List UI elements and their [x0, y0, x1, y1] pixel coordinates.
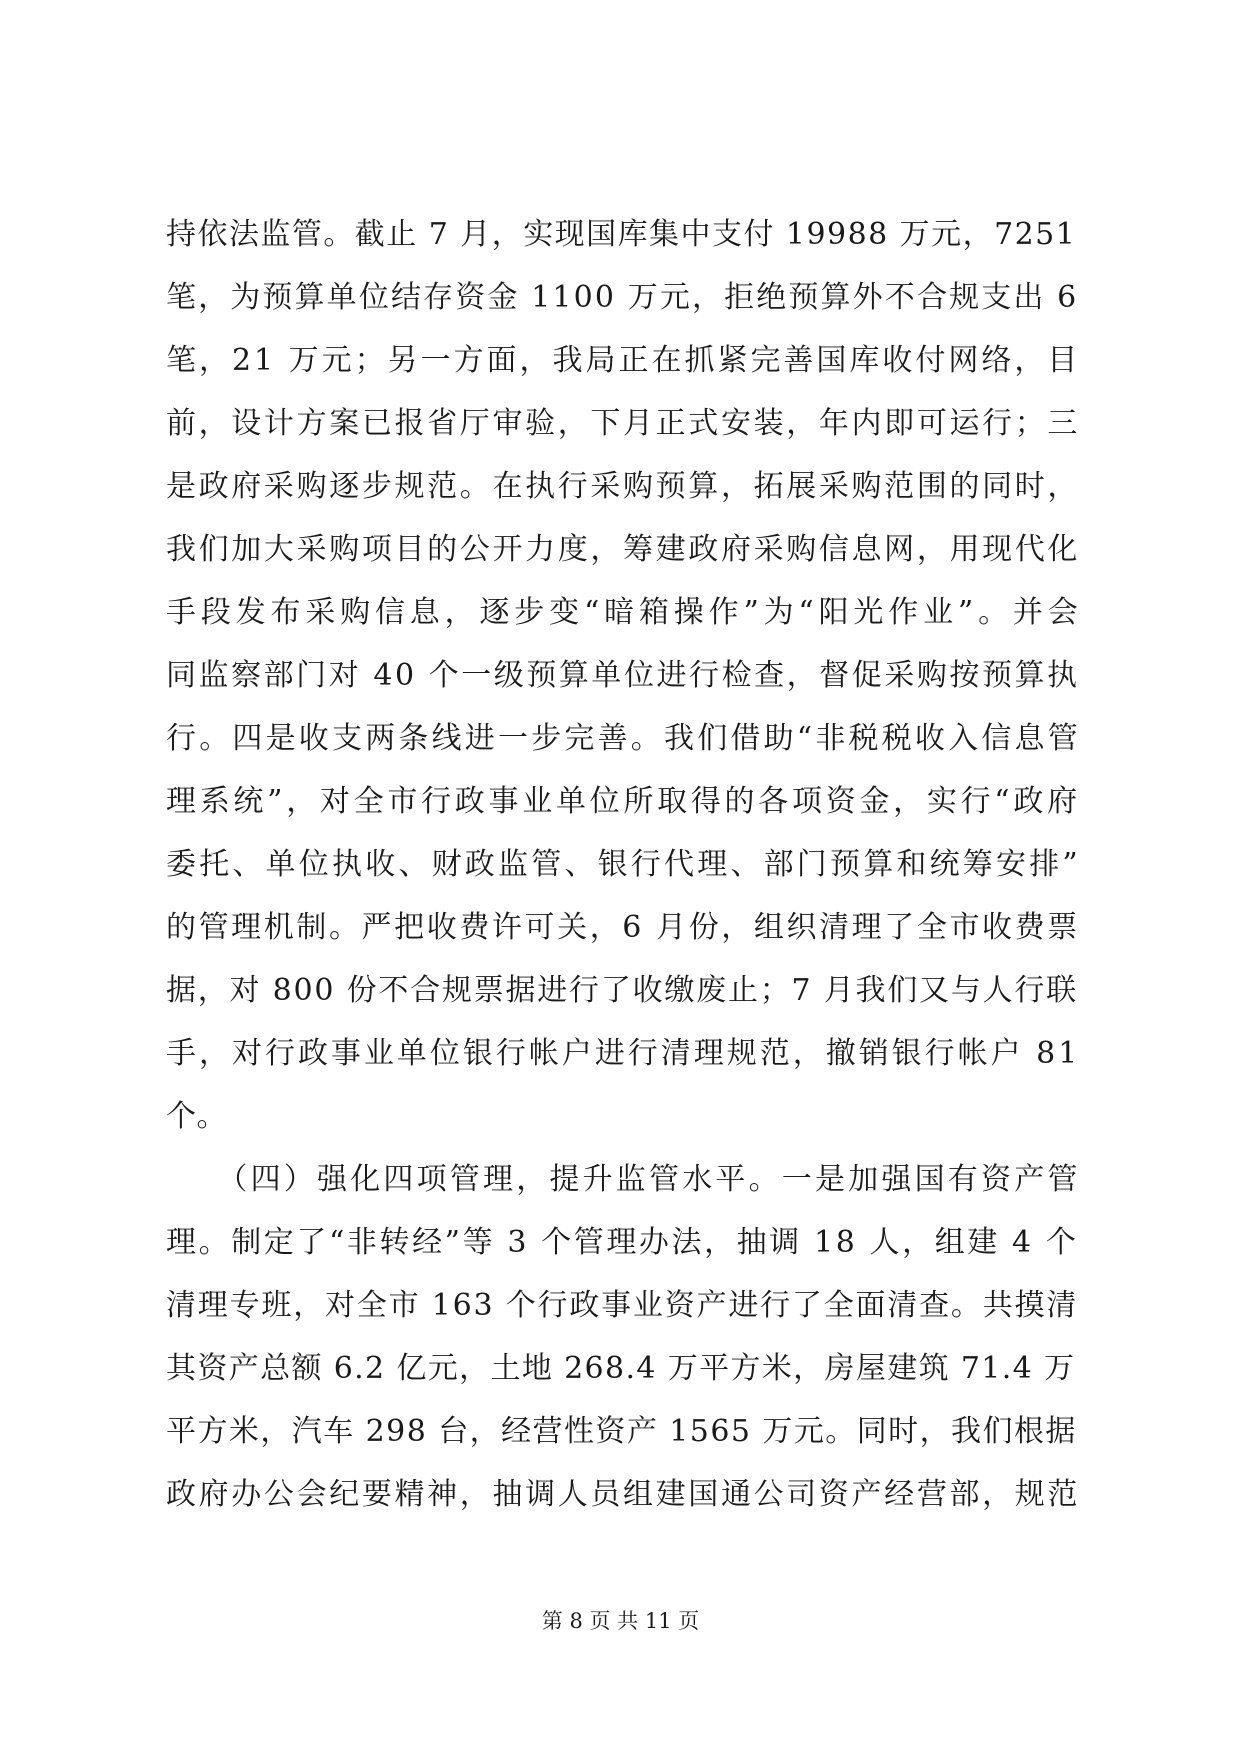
text-line: [166, 1274, 1086, 1337]
text-line: [166, 833, 1086, 896]
text-line-content: 其资产总额 6.2 亿元，土地 268.4 万平方米，房屋建筑 71.4 万: [166, 1351, 1076, 1386]
text-line-content: 平方米，汽车 298 台，经营性资产 1565 万元。同时，我们根据: [166, 1414, 1077, 1449]
text-line-content: 我们加大采购项目的公开力度，筹建政府采购信息网，用现代化: [166, 532, 1081, 567]
text-line: [166, 329, 1086, 392]
text-line-content: （四）强化四项管理，提升监管水平。一是加强国有资产管: [166, 1162, 1081, 1197]
text-line-content: 是政府采购逐步规范。在执行采购预算，拓展采购范围的同时，: [166, 469, 1081, 504]
text-line-content: 手，对行政事业单位银行帐户进行清理规范，撤销银行帐户 81: [166, 1036, 1081, 1071]
text-line: [166, 518, 1086, 581]
text-line-content: 据，对 800 份不合规票据进行了收缴废止；7 月我们又与人行联: [166, 973, 1078, 1008]
text-line-content: 同监察部门对 40 个一级预算单位进行检查，督促采购按预算执: [166, 658, 1080, 693]
text-line: [166, 392, 1086, 455]
text-line: [166, 959, 1086, 1022]
text-line-content: 笔，21 万元；另一方面，我局正在抓紧完善国库收付网络，目: [166, 343, 1081, 378]
text-line: [166, 1463, 1086, 1526]
text-line: [166, 1211, 1086, 1274]
text-line: [166, 770, 1086, 833]
text-line-content: 政府办公会纪要精神，抽调人员组建国通公司资产经营部，规范: [166, 1477, 1081, 1512]
text-line: [166, 644, 1086, 707]
body-text: [166, 203, 1086, 1526]
text-line: [166, 203, 1086, 266]
text-line-content: 持依法监管。截止 7 月，实现国库集中支付 19988 万元，7251: [166, 217, 1077, 252]
text-line-content: 笔，为预算单位结存资金 1100 万元，拒绝预算外不合规支出 6: [166, 280, 1079, 315]
text-line: [166, 266, 1086, 329]
text-line: [166, 455, 1086, 518]
text-line: [166, 1148, 1086, 1211]
text-line-content: 委托、单位执收、财政监管、银行代理、部门预算和统筹安排”: [166, 847, 1081, 882]
text-line: [166, 1400, 1086, 1463]
text-line-content: 前，设计方案已报省厅审验，下月正式安装，年内即可运行；三: [166, 406, 1081, 441]
text-line-content: 清理专班，对全市 163 个行政事业资产进行了全面清查。共摸清: [166, 1288, 1079, 1323]
text-line-content: 理。制定了“非转经”等 3 个管理办法，抽调 18 人，组建 4 个: [166, 1225, 1079, 1260]
page-footer: [0, 1605, 1241, 1635]
text-line: [166, 581, 1086, 644]
text-line: [166, 1022, 1086, 1085]
text-line-content: 手段发布采购信息，逐步变“暗箱操作”为“阳光作业”。并会: [166, 595, 1083, 630]
text-line-content: 行。四是收支两条线进一步完善。我们借助“非税税收入信息管: [166, 721, 1081, 756]
text-line-content: 的管理机制。严把收费许可关，6 月份，组织清理了全市收费票: [166, 910, 1080, 945]
text-line-content: 个。: [166, 1099, 227, 1134]
text-line: [166, 896, 1086, 959]
text-line: [166, 1085, 1086, 1148]
text-line-content: 理系统”，对全市行政事业单位所取得的各项资金，实行“政府: [166, 784, 1081, 819]
text-line: [166, 707, 1086, 770]
page-number: 第 8 页 共 11 页: [541, 1609, 700, 1633]
text-line: [166, 1337, 1086, 1400]
